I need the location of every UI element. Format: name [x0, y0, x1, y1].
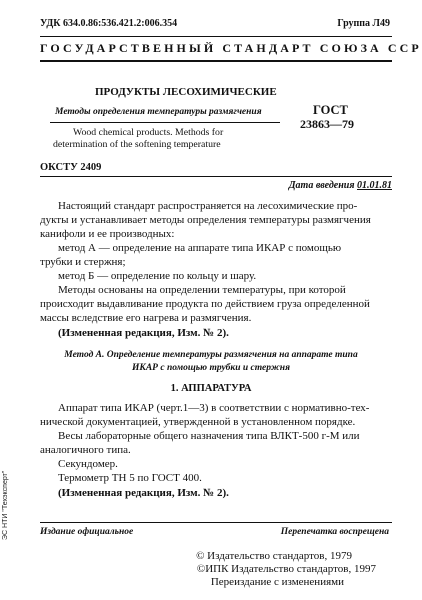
method-a-heading-line-1: Метод А. Определение температуры размягчения на аппарате типа: [64, 350, 358, 360]
oksty-rule: [40, 176, 392, 177]
scales-line-1: Весы лабораторные общего назначения типа ВЛКТ-500 г-М или: [58, 430, 360, 442]
header-rule-bottom: [40, 60, 392, 62]
oksty-code: ОКСТУ 2409: [40, 162, 102, 173]
method-a-line-2: трубки и стержня;: [40, 256, 126, 268]
side-stamp: ЭС НТИ "Техэксперт": [2, 470, 9, 540]
effective-date-label: Дата введения: [288, 180, 357, 191]
effective-date-value: 01.01.81: [357, 180, 392, 191]
copyright-1997: ©ИПК Издательство стандартов, 1997: [196, 563, 376, 575]
reissue-note: Переиздание с изменениями: [210, 576, 344, 588]
intro-line-3: канифоли и ее производных:: [40, 228, 175, 240]
method-a-line-1: метод А — определение на аппарате типа ИКАР с помощью: [58, 242, 342, 254]
basis-line-1: Методы основаны на определении температуры, при которой: [58, 284, 346, 296]
intro-line-2: дукты и устанавливает методы определения температуры размягчения: [40, 214, 371, 226]
copyright-1979: © Издательство стандартов, 1979: [196, 550, 352, 562]
amendment-note-2: (Измененная редакция, Изм. № 2).: [58, 487, 229, 499]
gost-label: ГОСТ: [313, 103, 348, 117]
methods-title-ru: Методы определения температуры размягчения: [55, 107, 262, 117]
thermometer-line: Термометр ТН 5 по ГОСТ 400.: [58, 472, 202, 484]
intro-line-1: Настоящий стандарт распространяется на лесохимические про-: [58, 200, 358, 212]
group-code: Группа Л49: [337, 18, 390, 29]
method-a-heading-line-2: ИКАР с помощью трубки и стержня: [132, 363, 290, 373]
methods-title-en-line1: Wood chemical products. Methods for: [73, 127, 224, 138]
apparatus-line-2: нической документацией, утвержденной в установленном порядке.: [40, 416, 356, 428]
reprint-prohibited-label: Перепечатка воспрещена: [280, 527, 389, 537]
stopwatch-line: Секундомер.: [58, 458, 118, 470]
footer-rule: [40, 522, 392, 523]
apparatus-line-1: Аппарат типа ИКАР (черт.1—3) в соответствии с нормативно-тех-: [58, 402, 370, 414]
header-rule-top: [40, 36, 392, 37]
title-separator: [50, 122, 280, 123]
udk-code: УДК 634.0.86:536.421.2:006.354: [40, 18, 178, 29]
methods-title-en-line2: determination of the softening temperature: [53, 139, 221, 150]
basis-line-3: массы вследствие его нагрева и размягчения.: [40, 312, 252, 324]
standard-title: ГОСУДАРСТВЕННЫЙ СТАНДАРТ СОЮЗА ССР: [40, 41, 422, 55]
basis-line-2: происходит выдавливание продукта по действием груза определенной: [40, 298, 370, 310]
scales-line-2: аналогичного типа.: [40, 444, 131, 456]
apparatus-heading: 1. АППАРАТУРА: [170, 383, 252, 394]
official-edition-label: Издание официальное: [40, 527, 134, 537]
product-title: ПРОДУКТЫ ЛЕСОХИМИЧЕСКИЕ: [95, 86, 277, 98]
effective-date: [289, 180, 392, 191]
gost-number: 23863—79: [300, 117, 354, 131]
amendment-note-1: (Измененная редакция, Изм. № 2).: [58, 327, 229, 339]
method-b-line: метод Б — определение по кольцу и шару.: [58, 270, 257, 282]
